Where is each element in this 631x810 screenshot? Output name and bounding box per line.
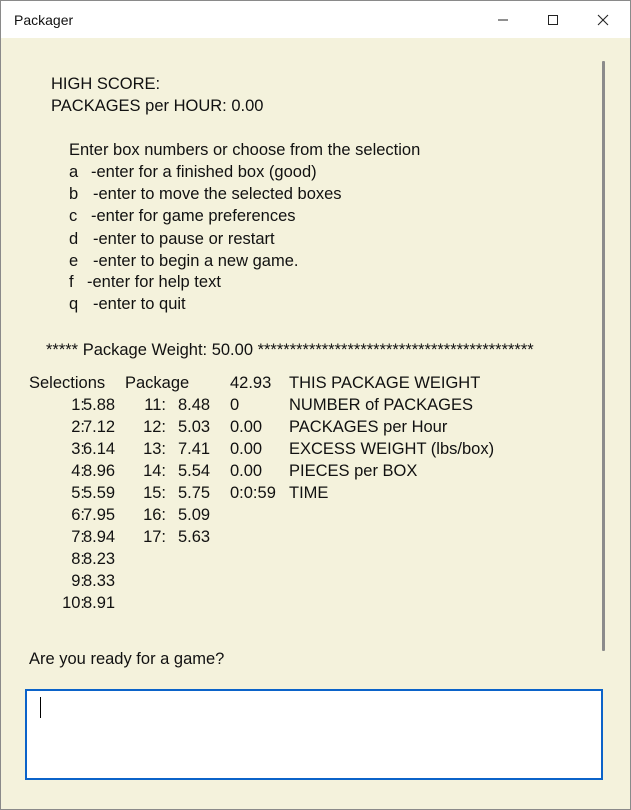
title-bar[interactable] [1,1,630,38]
window-title: Packager [14,12,74,28]
selection-value: 8.33 [83,572,116,590]
option-key: b [69,185,79,203]
selection-value: 6.14 [83,440,116,458]
selection-number: 5: [71,484,85,502]
maximize-icon [547,14,559,26]
package-value: 5.54 [178,462,211,480]
selection-value: 7.12 [83,418,116,436]
option-key: c [69,207,78,225]
selection-number: 2: [71,418,85,436]
package-number: 16: [143,506,166,524]
selection-number: 10: [62,594,85,612]
package-number: 17: [143,528,166,546]
package-number: 15: [143,484,166,502]
scrollbar[interactable] [602,61,605,651]
package-value: 5.75 [178,484,211,502]
package-number: 13: [143,440,166,458]
selection-number: 3: [71,440,85,458]
selection-number: 9: [71,572,85,590]
option-key: a [69,163,79,181]
selection-number: 7: [71,528,85,546]
package-value: 5.03 [178,418,211,436]
option-text: -enter to begin a new game. [93,252,299,270]
selections-header: Selections [29,374,106,392]
option-text: -enter for game preferences [91,207,296,225]
selection-number: 1: [71,396,85,414]
stat-value: 0 [230,396,240,414]
package-number: 14: [143,462,166,480]
option-text: -enter to move the selected boxes [93,185,342,203]
option-text: -enter for a finished box (good) [91,163,317,181]
option-key: e [69,252,79,270]
instructions-intro: Enter box numbers or choose from the selection [69,141,421,159]
stat-value: 0.00 [230,418,263,436]
close-icon [597,14,609,26]
minimize-icon [497,14,509,26]
option-text: -enter to pause or restart [93,230,275,248]
stat-label: EXCESS WEIGHT (lbs/box) [289,440,495,458]
stat-label: PACKAGES per Hour [289,418,448,436]
package-value: 5.63 [178,528,211,546]
close-button[interactable] [578,1,628,38]
high-score-label: HIGH SCORE: [51,75,161,93]
option-text: -enter for help text [87,273,221,291]
option-text: -enter to quit [93,295,186,313]
minimize-button[interactable] [478,1,528,38]
prompt-text: Are you ready for a game? [29,650,225,668]
command-input[interactable] [25,689,603,780]
stat-label: NUMBER of PACKAGES [289,396,473,414]
package-value: 7.41 [178,440,211,458]
package-value: 8.48 [178,396,211,414]
selection-value: 8.94 [83,528,116,546]
selection-number: 6: [71,506,85,524]
stat-label: THIS PACKAGE WEIGHT [289,374,481,392]
option-key: d [69,230,79,248]
stat-value: 0:0:59 [230,484,276,502]
option-key: f [69,273,74,291]
text-caret [40,697,41,718]
stat-value: 42.93 [230,374,272,392]
selection-number: 8: [71,550,85,568]
selection-value: 5.88 [83,396,116,414]
stat-label: TIME [289,484,329,502]
packages-per-hour-label: PACKAGES per HOUR: 0.00 [51,97,264,115]
selection-value: 8.91 [83,594,116,612]
package-header: Package [125,374,190,392]
selection-value: 5.59 [83,484,116,502]
selection-value: 8.96 [83,462,116,480]
package-weight-banner: ***** Package Weight: 50.00 ******************************************* [46,341,534,359]
stat-value: 0.00 [230,462,263,480]
package-number: 11: [144,396,166,414]
selection-number: 4: [71,462,85,480]
package-value: 5.09 [178,506,211,524]
stat-label: PIECES per BOX [289,462,418,480]
selection-value: 8.23 [83,550,116,568]
option-key: q [69,295,79,313]
stat-value: 0.00 [230,440,263,458]
package-number: 12: [143,418,166,436]
selection-value: 7.95 [83,506,116,524]
maximize-button[interactable] [528,1,578,38]
